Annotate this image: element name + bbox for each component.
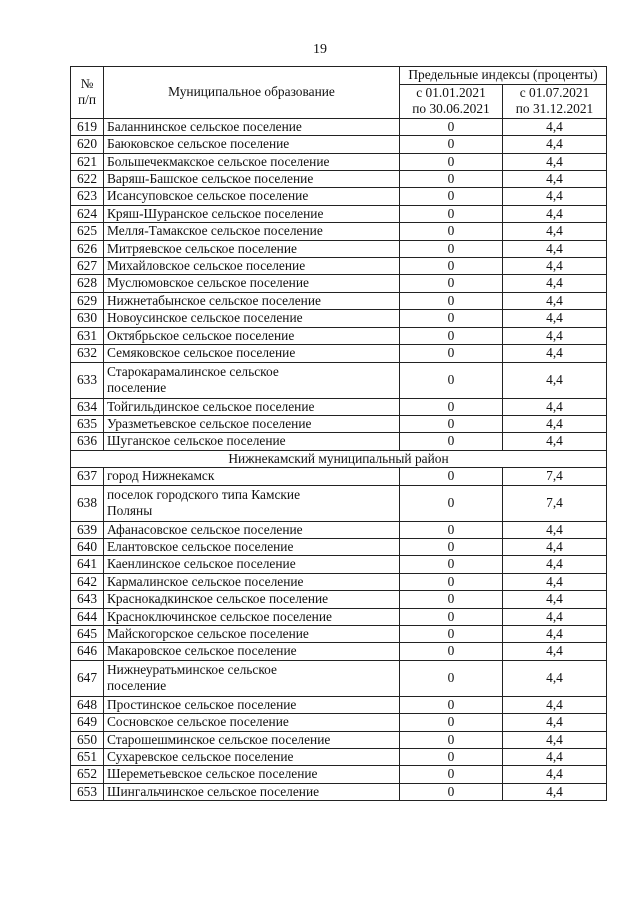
row-number: 639 [71,521,104,538]
row-municipality: Семяковское сельское поселение [104,345,400,362]
row-number: 648 [71,696,104,713]
row-municipality: Кряш-Шуранское сельское поселение [104,205,400,222]
header-limit-indices: Предельные индексы (проценты) [400,67,607,85]
row-municipality [104,485,400,521]
row-number: 634 [71,398,104,415]
row-index-period-1: 0 [400,205,503,222]
row-municipality-line: Старокарамалинское сельское [107,363,279,379]
row-index-period-1: 0 [400,660,503,696]
row-number: 650 [71,731,104,748]
row-municipality-line: поселение [107,678,167,694]
row-number: 623 [71,188,104,205]
row-municipality-line: поселок городского типа Камские [107,486,301,502]
row-number: 638 [71,485,104,521]
table-row [71,521,607,538]
table-row [71,292,607,309]
row-number: 625 [71,223,104,240]
header-period-1-from: с 01.01.2021 [416,85,486,100]
table-row [71,188,607,205]
row-index-period-1: 0 [400,345,503,362]
header-period-2 [503,85,607,119]
row-index-period-2: 4,4 [503,591,607,608]
table-row [71,643,607,660]
row-index-period-2: 4,4 [503,136,607,153]
table-row [71,415,607,432]
row-index-period-2: 4,4 [503,153,607,170]
row-index-period-1: 0 [400,749,503,766]
row-index-period-2: 4,4 [503,714,607,731]
district-row [71,450,607,467]
row-index-period-2: 4,4 [503,310,607,327]
row-index-period-2: 4,4 [503,625,607,642]
row-index-period-2: 4,4 [503,398,607,415]
row-municipality: Сухаревское сельское поселение [104,749,400,766]
table-row [71,538,607,555]
table-row [71,625,607,642]
row-municipality: Мелля-Тамакское сельское поселение [104,223,400,240]
row-index-period-2: 4,4 [503,696,607,713]
row-index-period-1: 0 [400,292,503,309]
table-row [71,766,607,783]
row-number: 647 [71,660,104,696]
row-index-period-2: 4,4 [503,556,607,573]
row-municipality [104,362,400,398]
row-index-period-1: 0 [400,258,503,275]
header-period-2-from: с 01.07.2021 [519,85,590,100]
page-number: 19 [313,42,327,57]
row-index-period-2: 7,4 [503,485,607,521]
row-index-period-2: 4,4 [503,240,607,257]
row-municipality: Красноключинское сельское поселение [104,608,400,625]
row-index-period-1: 0 [400,327,503,344]
section-rows [71,118,607,450]
row-index-period-2: 4,4 [503,223,607,240]
row-index-period-1: 0 [400,153,503,170]
table-row [71,327,607,344]
row-municipality: Кармалинское сельское поселение [104,573,400,590]
row-index-period-1: 0 [400,171,503,188]
row-index-period-1: 0 [400,538,503,555]
row-municipality: Сосновское сельское поселение [104,714,400,731]
header-number-abbrev: п/п [77,92,97,108]
table-row [71,714,607,731]
row-index-period-1: 0 [400,275,503,292]
row-index-period-1: 0 [400,783,503,800]
row-index-period-1: 0 [400,591,503,608]
row-index-period-2: 4,4 [503,205,607,222]
row-index-period-1: 0 [400,398,503,415]
row-municipality-line: Поляны [107,503,153,519]
row-index-period-2: 4,4 [503,171,607,188]
row-municipality: Баюковское сельское поселение [104,136,400,153]
row-number: 628 [71,275,104,292]
table-row [71,608,607,625]
section-rows [71,468,607,801]
row-municipality-line: Нижнеуратьминское сельское [107,661,277,677]
table-row [71,485,607,521]
row-index-period-1: 0 [400,468,503,485]
row-index-period-1: 0 [400,625,503,642]
row-number: 645 [71,625,104,642]
row-municipality [104,660,400,696]
table-row [71,275,607,292]
table-row [71,345,607,362]
row-municipality: Митряевское сельское поселение [104,240,400,257]
table-row [71,556,607,573]
header-period-2-to: по 31.12.2021 [515,101,594,117]
row-index-period-2: 4,4 [503,327,607,344]
row-number: 637 [71,468,104,485]
row-municipality: Новоусинское сельское поселение [104,310,400,327]
row-index-period-1: 0 [400,362,503,398]
table-row [71,153,607,170]
row-index-period-2: 4,4 [503,608,607,625]
row-index-period-1: 0 [400,433,503,450]
row-number: 621 [71,153,104,170]
table-row [71,223,607,240]
row-index-period-2: 4,4 [503,731,607,748]
row-municipality: Баланнинское сельское поселение [104,118,400,135]
district-name: Нижнекамский муниципальный район [71,450,607,467]
row-number: 635 [71,415,104,432]
row-number: 619 [71,118,104,135]
row-municipality-line: поселение [107,380,167,395]
table-row [71,468,607,485]
row-number: 652 [71,766,104,783]
row-municipality: Муслюмовское сельское поселение [104,275,400,292]
row-index-period-1: 0 [400,223,503,240]
row-municipality: Варяш-Башское сельское поселение [104,171,400,188]
row-number: 651 [71,749,104,766]
table-header [71,67,607,119]
row-number: 649 [71,714,104,731]
row-index-period-1: 0 [400,136,503,153]
table-row [71,783,607,800]
table-row [71,731,607,748]
row-number: 643 [71,591,104,608]
district-section [71,450,607,467]
table-row [71,696,607,713]
row-index-period-2: 4,4 [503,783,607,800]
row-index-period-1: 0 [400,240,503,257]
row-number: 633 [71,362,104,398]
table-row [71,171,607,188]
row-number: 622 [71,171,104,188]
table-row [71,205,607,222]
header-number-symbol: № [80,76,94,91]
row-index-period-1: 0 [400,310,503,327]
header-municipality: Муниципальное образование [104,67,400,119]
row-index-period-1: 0 [400,643,503,660]
row-number: 653 [71,783,104,800]
row-index-period-1: 0 [400,731,503,748]
row-index-period-2: 4,4 [503,292,607,309]
row-index-period-1: 0 [400,485,503,521]
row-municipality: Краснокадкинское сельское поселение [104,591,400,608]
row-municipality: Афанасовское сельское поселение [104,521,400,538]
table-row [71,660,607,696]
row-number: 626 [71,240,104,257]
row-number: 642 [71,573,104,590]
row-index-period-2: 4,4 [503,643,607,660]
row-index-period-2: 4,4 [503,415,607,432]
row-number: 627 [71,258,104,275]
row-index-period-2: 7,4 [503,468,607,485]
row-number: 630 [71,310,104,327]
row-index-period-2: 4,4 [503,573,607,590]
row-index-period-1: 0 [400,188,503,205]
row-index-period-2: 4,4 [503,362,607,398]
row-municipality: Большечекмакское сельское поселение [104,153,400,170]
row-number: 632 [71,345,104,362]
row-municipality: Шереметьевское сельское поселение [104,766,400,783]
row-index-period-1: 0 [400,714,503,731]
row-number: 640 [71,538,104,555]
table-row [71,591,607,608]
table-row [71,398,607,415]
row-municipality: Каенлинское сельское поселение [104,556,400,573]
table-row [71,433,607,450]
row-municipality: Шингальчинское сельское поселение [104,783,400,800]
row-index-period-1: 0 [400,766,503,783]
row-index-period-2: 4,4 [503,538,607,555]
row-index-period-1: 0 [400,573,503,590]
row-municipality: Октябрьское сельское поселение [104,327,400,344]
row-number: 631 [71,327,104,344]
indices-table [70,66,607,801]
row-number: 620 [71,136,104,153]
row-index-period-2: 4,4 [503,345,607,362]
row-municipality: Шуганское сельское поселение [104,433,400,450]
row-index-period-1: 0 [400,556,503,573]
row-number: 629 [71,292,104,309]
header-period-1-to: по 30.06.2021 [412,101,490,117]
row-index-period-2: 4,4 [503,275,607,292]
row-index-period-2: 4,4 [503,188,607,205]
table-row [71,573,607,590]
row-municipality: Макаровское сельское поселение [104,643,400,660]
row-index-period-1: 0 [400,521,503,538]
row-municipality: Исансуповское сельское поселение [104,188,400,205]
row-index-period-2: 4,4 [503,521,607,538]
row-municipality: Уразметьевское сельское поселение [104,415,400,432]
row-number: 636 [71,433,104,450]
row-index-period-2: 4,4 [503,749,607,766]
row-municipality: город Нижнекамск [104,468,400,485]
table-row [71,310,607,327]
table-row [71,240,607,257]
table-row [71,118,607,135]
row-number: 644 [71,608,104,625]
row-number: 641 [71,556,104,573]
row-index-period-2: 4,4 [503,660,607,696]
table-row [71,136,607,153]
row-index-period-2: 4,4 [503,258,607,275]
row-municipality: Майскогорское сельское поселение [104,625,400,642]
row-municipality: Михайловское сельское поселение [104,258,400,275]
header-period-1 [400,85,503,119]
row-municipality: Простинское сельское поселение [104,696,400,713]
row-municipality: Елантовское сельское поселение [104,538,400,555]
row-index-period-1: 0 [400,608,503,625]
header-number [71,67,104,119]
row-number: 646 [71,643,104,660]
row-index-period-1: 0 [400,415,503,432]
row-index-period-1: 0 [400,696,503,713]
row-municipality: Старошешминское сельское поселение [104,731,400,748]
row-municipality: Нижнетабынское сельское поселение [104,292,400,309]
row-number: 624 [71,205,104,222]
row-index-period-2: 4,4 [503,766,607,783]
table-row [71,749,607,766]
table-row [71,362,607,398]
row-municipality: Тойгильдинское сельское поселение [104,398,400,415]
table-row [71,258,607,275]
row-index-period-2: 4,4 [503,118,607,135]
row-index-period-1: 0 [400,118,503,135]
row-index-period-2: 4,4 [503,433,607,450]
